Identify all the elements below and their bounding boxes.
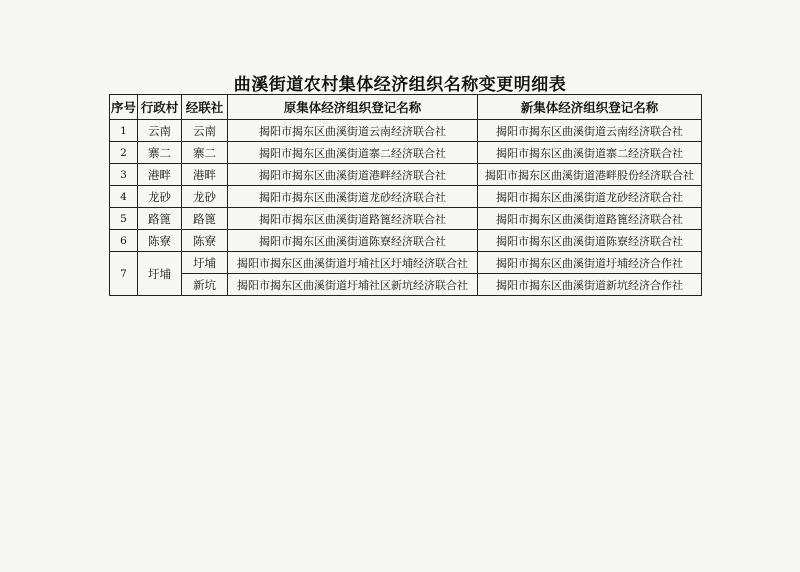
header-serial-number: 序号 (110, 95, 138, 120)
cooperative-cell: 圩埔 (182, 252, 228, 274)
village-cell: 龙砂 (138, 186, 182, 208)
new-name-cell: 揭阳市揭东区曲溪街道龙砂经济联合社 (478, 186, 702, 208)
cooperative-cell: 路篦 (182, 208, 228, 230)
new-name-cell: 揭阳市揭东区曲溪街道云南经济联合社 (478, 120, 702, 142)
page-title: 曲溪街道农村集体经济组织名称变更明细表 (233, 75, 567, 95)
old-name-cell: 揭阳市揭东区曲溪街道云南经济联合社 (228, 120, 478, 142)
serial-number-cell: 6 (110, 230, 138, 252)
table-row (110, 274, 702, 296)
old-name-cell: 揭阳市揭东区曲溪街道路篦经济联合社 (228, 208, 478, 230)
table-row (110, 252, 702, 274)
table-row (110, 208, 702, 230)
header-administrative-village: 行政村 (138, 95, 182, 120)
serial-number-cell: 2 (110, 142, 138, 164)
cooperative-cell: 港畔 (182, 164, 228, 186)
header-new-registered-name: 新集体经济组织登记名称 (478, 95, 702, 120)
village-cell: 陈寮 (138, 230, 182, 252)
old-name-cell: 揭阳市揭东区曲溪街道圩埔社区新坑经济联合社 (228, 274, 478, 296)
village-cell: 路篦 (138, 208, 182, 230)
cooperative-cell: 陈寮 (182, 230, 228, 252)
serial-number-cell: 3 (110, 164, 138, 186)
old-name-cell: 揭阳市揭东区曲溪街道港畔经济联合社 (228, 164, 478, 186)
old-name-cell: 揭阳市揭东区曲溪街道龙砂经济联合社 (228, 186, 478, 208)
table-row (110, 164, 702, 186)
table-row (110, 230, 702, 252)
table-row (110, 120, 702, 142)
village-cell: 云南 (138, 120, 182, 142)
new-name-cell: 揭阳市揭东区曲溪街道寨二经济联合社 (478, 142, 702, 164)
village-cell: 圩埔 (138, 252, 182, 296)
new-name-cell: 揭阳市揭东区曲溪街道陈寮经济联合社 (478, 230, 702, 252)
village-cell: 寨二 (138, 142, 182, 164)
serial-number-cell: 4 (110, 186, 138, 208)
cooperative-cell: 龙砂 (182, 186, 228, 208)
new-name-cell: 揭阳市揭东区曲溪街道路篦经济联合社 (478, 208, 702, 230)
serial-number-cell: 5 (110, 208, 138, 230)
header-original-registered-name: 原集体经济组织登记名称 (228, 95, 478, 120)
cooperative-cell: 云南 (182, 120, 228, 142)
renaming-table (109, 94, 702, 296)
village-cell: 港畔 (138, 164, 182, 186)
table-row (110, 186, 702, 208)
cooperative-cell: 寨二 (182, 142, 228, 164)
serial-number-cell: 1 (110, 120, 138, 142)
new-name-cell: 揭阳市揭东区曲溪街道港畔股份经济联合社 (478, 164, 702, 186)
new-name-cell: 揭阳市揭东区曲溪街道圩埔经济合作社 (478, 252, 702, 274)
new-name-cell: 揭阳市揭东区曲溪街道新坑经济合作社 (478, 274, 702, 296)
table-row (110, 142, 702, 164)
table-header-row (110, 95, 702, 120)
serial-number-cell: 7 (110, 252, 138, 296)
old-name-cell: 揭阳市揭东区曲溪街道圩埔社区圩埔经济联合社 (228, 252, 478, 274)
old-name-cell: 揭阳市揭东区曲溪街道寨二经济联合社 (228, 142, 478, 164)
header-economic-cooperative: 经联社 (182, 95, 228, 120)
cooperative-cell: 新坑 (182, 274, 228, 296)
old-name-cell: 揭阳市揭东区曲溪街道陈寮经济联合社 (228, 230, 478, 252)
